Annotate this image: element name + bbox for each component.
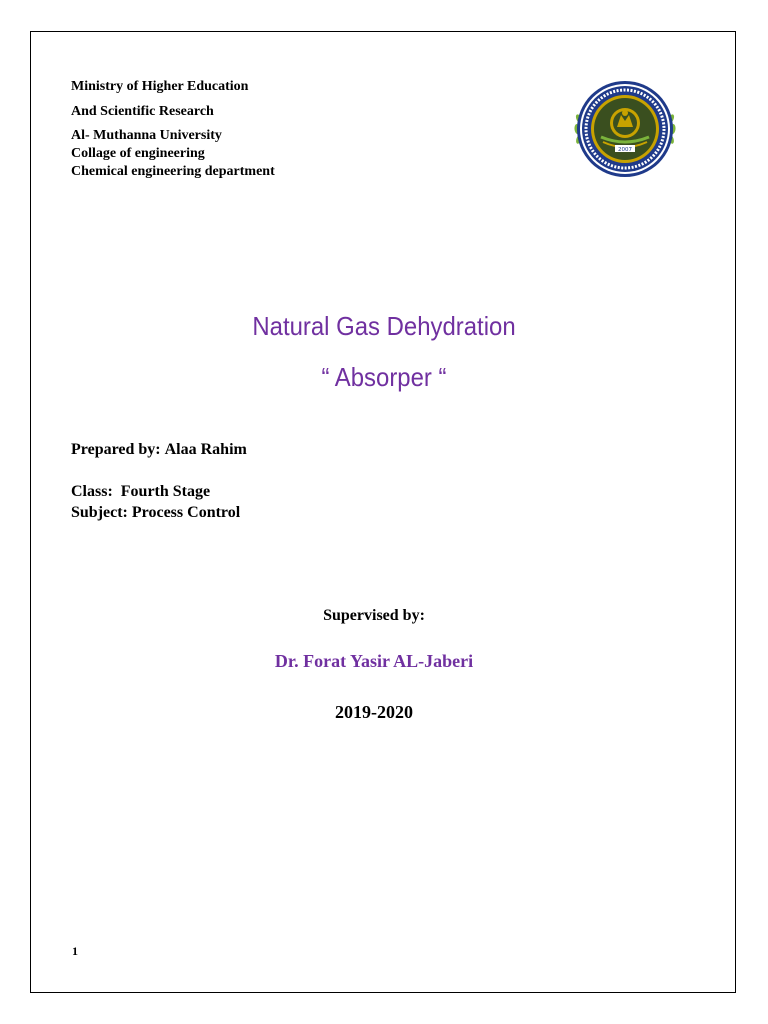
department-line: Chemical engineering department bbox=[71, 164, 275, 179]
prepared-by-value: Alaa Rahim bbox=[164, 441, 247, 458]
prepared-by-line bbox=[71, 441, 247, 459]
document-subtitle: “ Absorper “ bbox=[321, 362, 447, 392]
subject-value: Process Control bbox=[131, 504, 241, 521]
class-line bbox=[71, 483, 210, 501]
supervised-by-label: Supervised by: bbox=[323, 607, 425, 624]
ministry-line: Ministry of Higher Education bbox=[71, 79, 249, 94]
research-line: And Scientific Research bbox=[71, 104, 214, 119]
college-line: Collage of engineering bbox=[71, 146, 205, 161]
class-label: Class: bbox=[71, 483, 113, 500]
seal-year-text: 2007 bbox=[618, 147, 632, 153]
subject-label: Subject: bbox=[71, 504, 128, 521]
class-value: Fourth Stage bbox=[120, 483, 211, 500]
academic-year: 2019-2020 bbox=[335, 702, 413, 722]
prepared-by-label: Prepared by: bbox=[71, 441, 161, 458]
university-line: Al- Muthanna University bbox=[71, 128, 222, 143]
page-number: 1 bbox=[72, 944, 78, 958]
supervisor-name: Dr. Forat Yasir AL-Jaberi bbox=[274, 651, 474, 671]
subject-line bbox=[71, 504, 240, 522]
university-seal-icon bbox=[571, 75, 679, 183]
document-title: Natural Gas Dehydration bbox=[252, 311, 516, 341]
